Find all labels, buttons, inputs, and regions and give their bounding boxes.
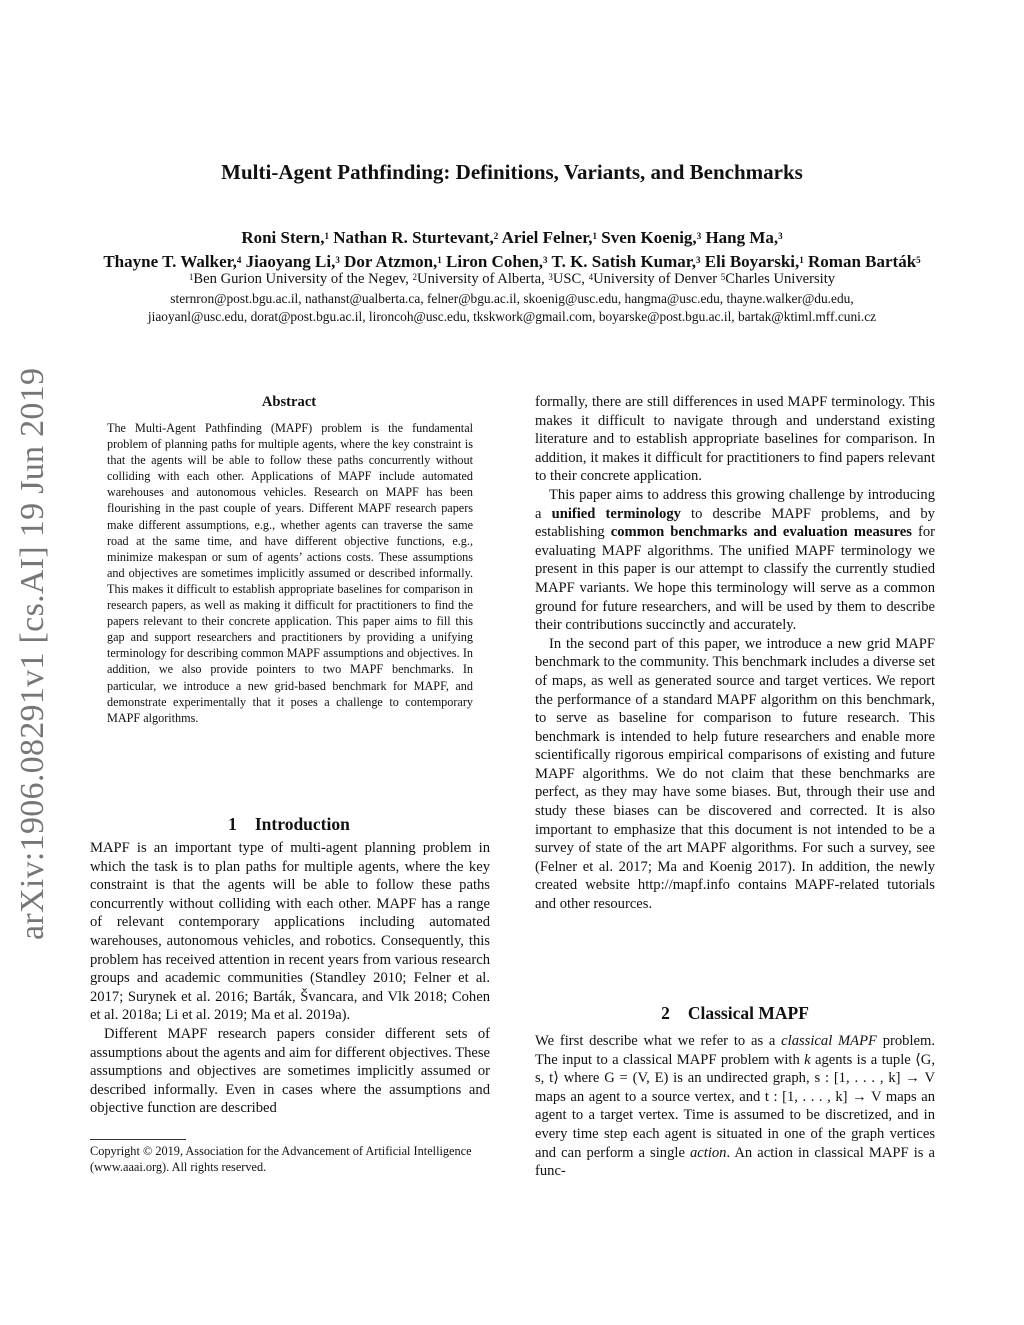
paragraph: MAPF is an important type of multi-agent planning problem in which the task is to plan paths for multiple agents, where the key constraint is that the agents will be able to follow these paths concurrently without colliding with each other. MAPF has a range of relevant contemporary applications including automated warehouses, autonomous vehicles, and robotics. Consequently, this problem has received attention in recent years from various research groups and academic communities (Standley 2010; Felner et al. 2017; Surynek et al. 2016; Barták, Švancara, and Vlk 2018; Cohen et al. 2018a; Li et al. 2019; Ma et al. 2019a).	[90, 840, 490, 1024]
author: Nathan R. Sturtevant,$^2$	[333, 228, 499, 247]
author-list	[0, 226, 1024, 274]
section-title: Classical MAPF	[687, 1003, 809, 1023]
authors-line-1	[0, 226, 1024, 250]
paragraph: This paper aims to address this growing challenge by introducing a unified terminology to describe MAPF problems, and by establishing common benchmarks and evaluation measures for evaluating MAPF algorithms. The unified MAPF terminology we present in this paper is our attempt to classify the currently studied MAPF variants. We hope this terminology will serve as a common ground for future researchers, and will be used by them to describe their contributions succinctly and accurately.	[535, 486, 935, 634]
paragraph: formally, there are still differences in used MAPF terminology. This makes it difficult to navigate through and understand existing literature and to establish appropriate baselines for comparison. In addition, it makes it difficult for practitioners to find papers relevant to their concrete application.	[535, 394, 935, 485]
section-number: 2	[661, 1003, 670, 1023]
abstract-body: The Multi-Agent Pathfinding (MAPF) problem is the fundamental problem of planning paths for multiple agents, where the key constraint is that the agents will be able to follow these paths concurrently without colliding with each other. Applications of MAPF include automated warehouses and autonomous vehicles. Research on MAPF has been flourishing in the past couple of years. Different MAPF research papers make different assumptions, e.g., whether agents can traverse the same road at the same time, and have different objective functions, e.g., minimize makespan or sum of agents’ actions costs. These assumptions and objectives are sometimes implicitly assumed or described informally. This makes it difficult to establish appropriate baselines for comparison in research papers, as well as making it difficult for practitioners to find the papers relevant to their concrete application. This paper aims to fill this gap and support researchers and practitioners by providing a unifying terminology for describing common MAPF assumptions and objectives. In addition, we also provide pointers to two MAPF benchmarks. In particular, we introduce a new grid-based benchmark for MAPF, and demonstrate experimentally that it poses a challenge to contemporary MAPF algorithms.	[107, 421, 473, 725]
author: Eli Boyarski,$^1$	[704, 252, 804, 271]
copyright-footnote: Copyright © 2019, Association for the Advancement of Artificial Intelligence (www.aaai.org). All rights reserved.	[90, 1144, 472, 1174]
introduction-text	[90, 839, 490, 1118]
emphasis: action	[689, 1144, 727, 1161]
author: Ariel Felner,$^1$	[501, 228, 598, 247]
bold-term: unified terminology	[551, 505, 681, 522]
paper-title: Multi-Agent Pathfinding: Definitions, Variants, and Benchmarks	[221, 160, 803, 184]
section-number: 1	[228, 814, 237, 834]
author: Sven Koenig,$^3$	[601, 228, 702, 247]
bold-term: common benchmarks and evaluation measures	[610, 524, 912, 541]
section-title: Introduction	[254, 814, 350, 834]
author: Liron Cohen,$^3$	[446, 252, 548, 271]
author: Dor Atzmon,$^1$	[344, 252, 442, 271]
author: T. K. Satish Kumar,$^3$	[551, 252, 701, 271]
right-column-text	[535, 393, 935, 914]
footnote-divider	[90, 1139, 186, 1140]
paragraph: Different MAPF research papers consider different sets of assumptions about the agents and aim for different objectives. These assumptions and objectives are sometimes implicitly assumed or described informally. Even in cases where the assumptions and objective function are described	[90, 1025, 490, 1117]
author: Roni Stern,$^1$	[241, 228, 329, 247]
author: Jiaoyang Li,$^3$	[245, 252, 340, 271]
math-var: k	[804, 1051, 811, 1068]
paragraph: In the second part of this paper, we introduce a new grid MAPF benchmark to the community. This benchmark includes a diverse set of maps, as well as generated source and target vertices. We report the performance of a standard MAPF algorithm on this benchmark, to serve as baseline for comparison to future research. This benchmark is intended to help future researchers and enable more scientifically rigorous empirical comparisons of existing and future MAPF algorithms. We do not claim that these benchmarks are perfect, as they may have some biases. But, through their use and study these biases can be discovered and corrected. It is also important to emphasize that this document is not intended to be a survey of state of the art MAPF algorithms. For such a survey, see (Felner et al. 2017; Ma and Koenig 2017). In addition, the newly created website http://mapf.info contains MAPF-related tutorials and other resources.	[535, 635, 936, 913]
emails-line-2: jiaoyanl@usc.edu, dorat@post.bgu.ac.il, lironcoh@usc.edu, tkskwork@gmail.com, boyarske@post.bgu.ac.il, bartak@ktiml.mff.cuni.cz	[147, 309, 877, 324]
paragraph: We first describe what we refer to as a classical MAPF problem. The input to a classical MAPF problem with k agents is a tuple ⟨G, s, t⟩ where G = (V, E) is an undirected graph, s : [1, . . . , k] → V maps an agent to a source vertex, and t : [1, . . . , k] → V maps an agent to a target vertex. Time is assumed to be discretized, and in every time step each agent is situated in one of the graph vertices and can perform a single action. An action in classical MAPF is a func-	[535, 1033, 936, 1180]
author: Thayne T. Walker,$^4$	[103, 252, 242, 271]
classical-mapf-text	[535, 1032, 935, 1181]
emails-line-1: sternron@post.bgu.ac.il, nathanst@ualberta.ca, felner@bgu.ac.il, skoenig@usc.edu, hangma@usc.edu, thayne.walker@du.edu,	[170, 291, 854, 306]
author-emails	[0, 290, 1024, 326]
arxiv-stamp: arXiv:1906.08291v1 [cs.AI] 19 Jun 2019	[14, 367, 51, 940]
affiliations: $^1$Ben Gurion University of the Negev, $^2$University of Alberta, $^3$USC, $^4$University of Denver $^5$Charles University	[188, 271, 836, 287]
section-heading-introduction	[90, 814, 488, 835]
abstract-heading: Abstract	[261, 394, 317, 410]
emphasis: classical MAPF	[781, 1033, 877, 1049]
author: Hang Ma,$^3$	[705, 228, 783, 247]
section-heading-classical-mapf	[535, 1003, 935, 1024]
author: Roman Barták$^5$	[808, 252, 921, 271]
